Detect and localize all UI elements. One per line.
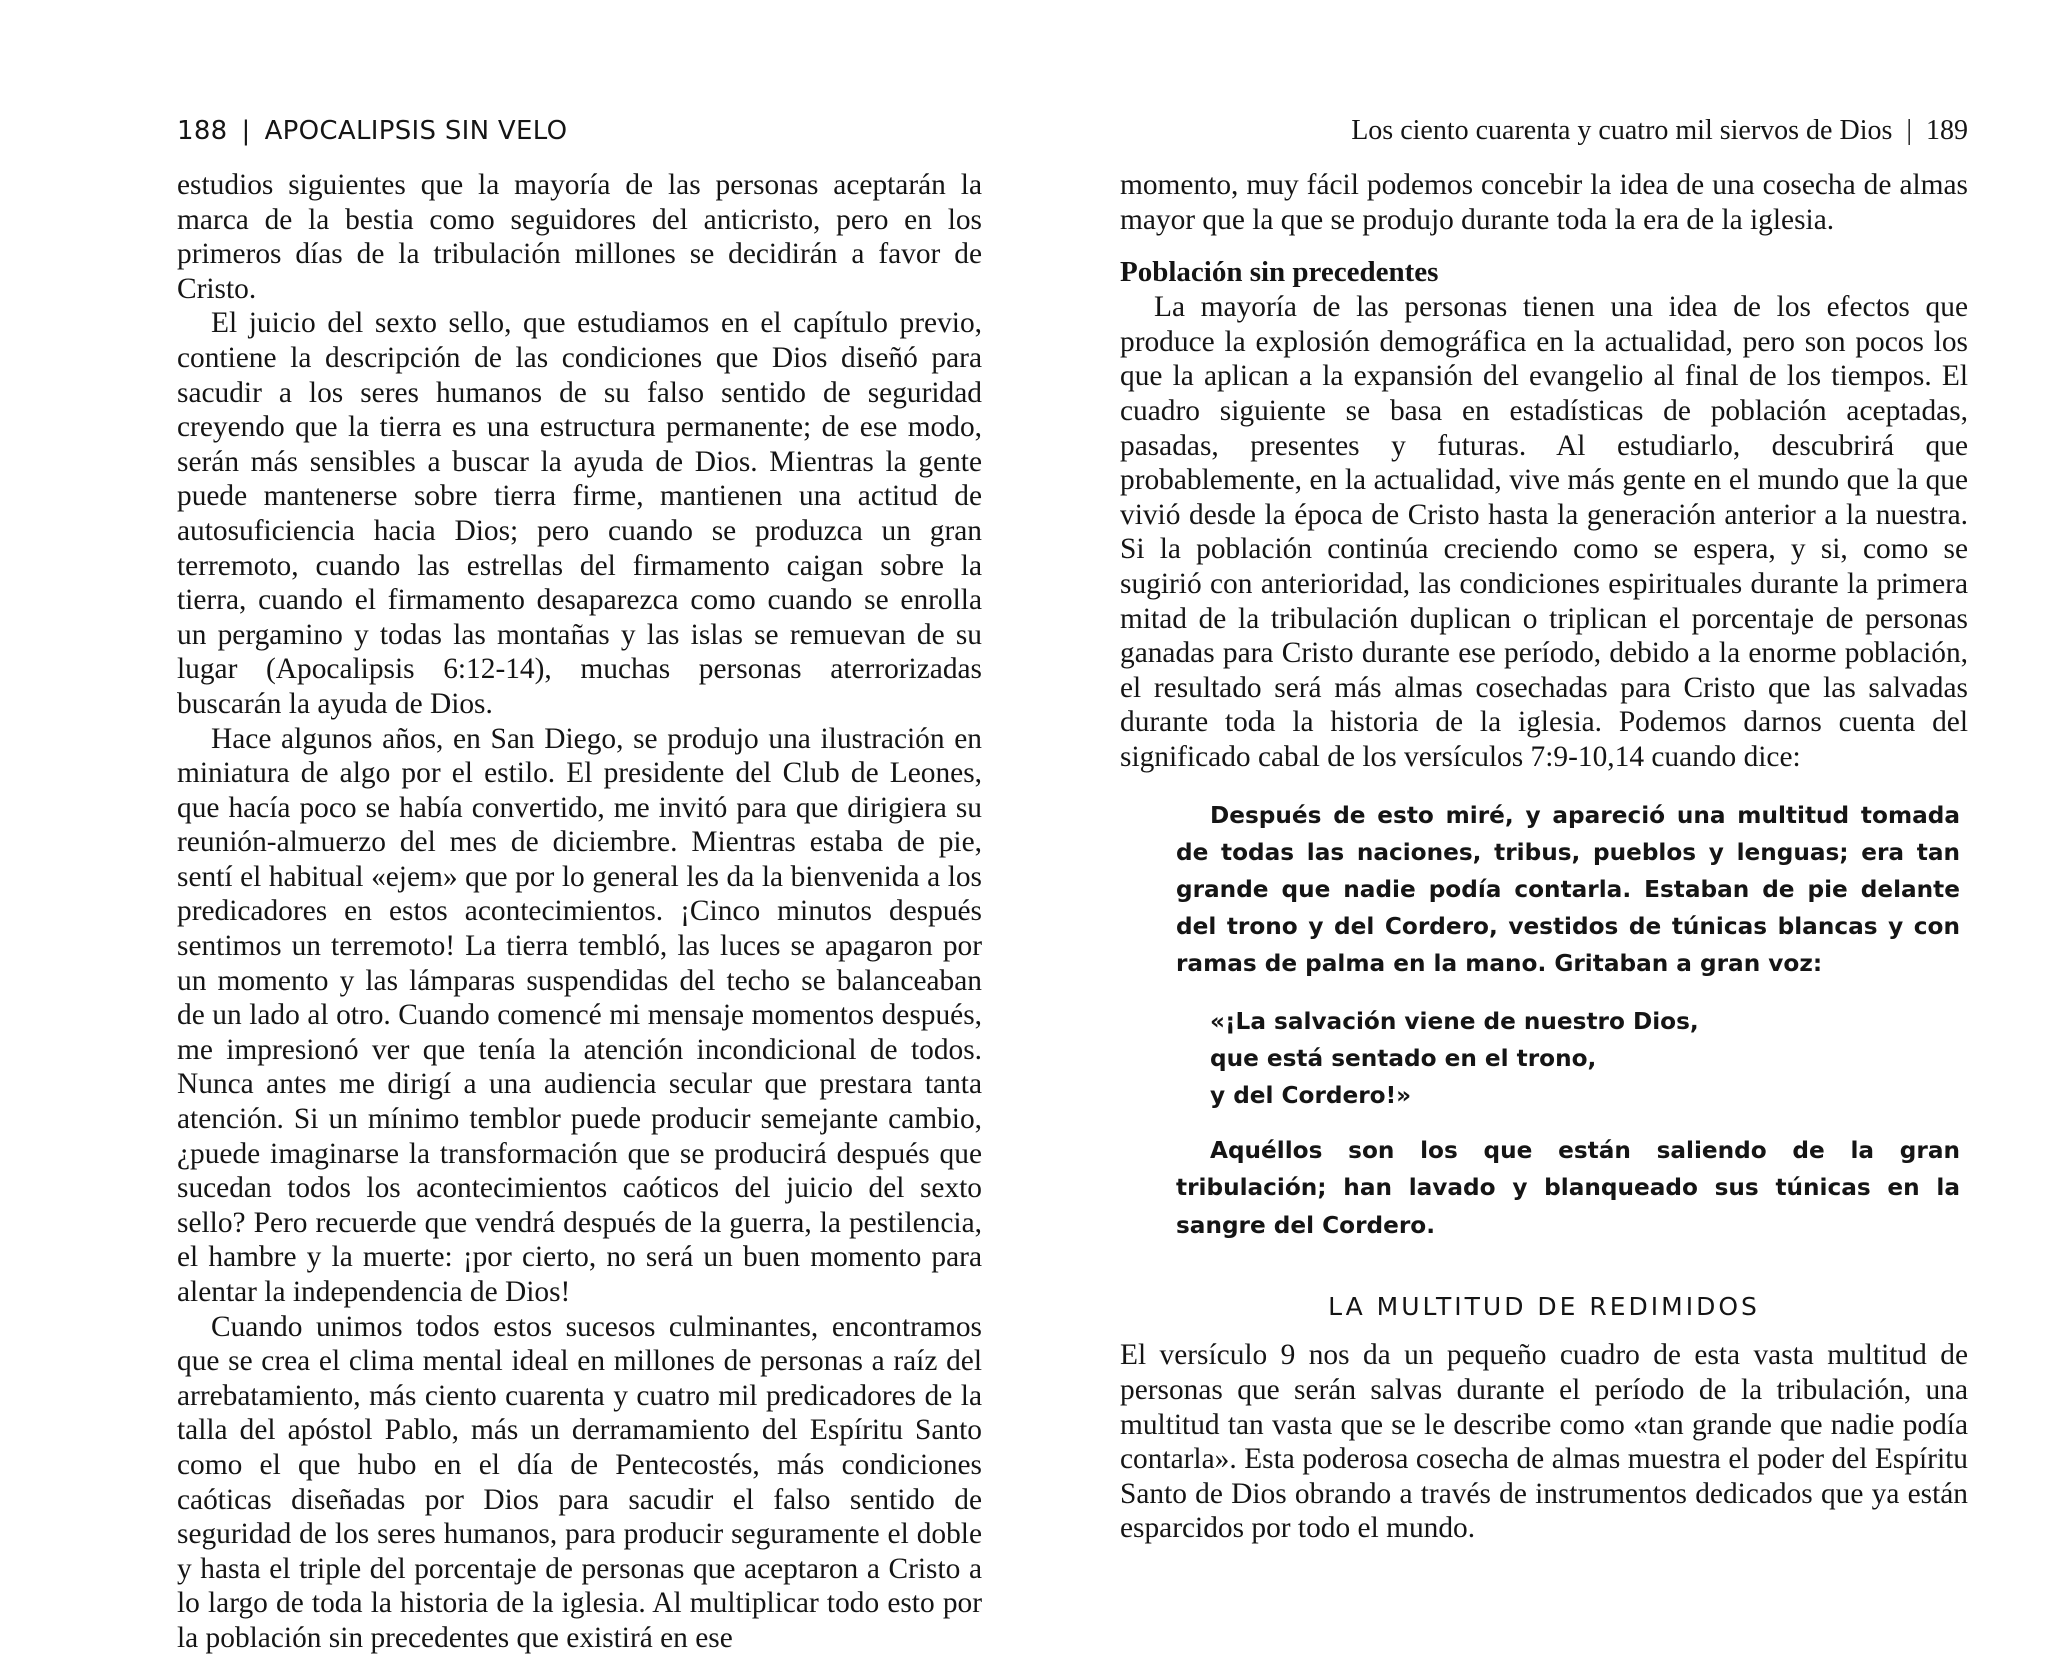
header-separator: |	[241, 116, 251, 146]
quote-poem	[1210, 1003, 1960, 1115]
left-page	[0, 0, 1020, 1673]
poem-line: «¡La salvación viene de nuestro Dios,	[1210, 1007, 1699, 1035]
quote-closing: Aquéllos son los que están saliendo de la gran tribulación; han lavado y blanqueado sus túnicas en la sangre del Cordero.	[1176, 1137, 1960, 1239]
poem-line: que está sentado en el trono,	[1210, 1044, 1597, 1072]
scripture-quote	[1176, 797, 1960, 1244]
right-page	[1020, 0, 2048, 1673]
poem-line: y del Cordero!»	[1210, 1081, 1412, 1109]
paragraph: momento, muy fácil podemos concebir la idea de una cosecha de almas mayor que la que se produjo durante toda la era de la iglesia.	[1120, 169, 1968, 236]
right-page-number: 189	[1926, 115, 1968, 146]
section-heading: LA MULTITUD DE REDIMIDOS	[1328, 1291, 1760, 1321]
header-separator: |	[1906, 115, 1912, 146]
subheading: Población sin precedentes	[1120, 256, 1439, 289]
book-title: APOCALIPSIS SIN VELO	[264, 116, 568, 146]
right-page-header	[1351, 113, 1968, 149]
quote-intro: Después de esto miré, y apareció una multitud tomada de todas las naciones, tribus, pueblos y lenguas; era tan grande que nadie podía contarla. Estaban de pie delante del trono y del Cordero, vestidos de túnicas blancas y con ramas de palma en la mano. Gritaban a gran voz:	[1176, 801, 1960, 978]
left-page-body	[177, 168, 982, 1656]
chapter-title: Los ciento cuarenta y cuatro mil siervos de Dios	[1351, 115, 1893, 146]
paragraph: El juicio del sexto sello, que estudiamos en el capítulo previo, contiene la descripción de las condiciones que Dios diseñó para sacudir a los seres humanos de su falso sentido de seguridad creyendo que la tierra es una estructura permanente; de ese modo, serán más sensibles a buscar la ayuda de Dios. Mientras la gente puede mantenerse sobre tierra firme, mantienen una actitud de autosuficiencia hacia Dios; pero cuando se produzca un gran terremoto, cuando las estrellas del firmamento caigan sobre la tierra, cuando el firmamento desaparezca como cuando se enrolla un pergamino y todas las montañas y las islas se remuevan de su lugar (Apocalipsis 6:12-14), muchas personas aterrorizadas buscarán la ayuda de Dios.	[177, 307, 982, 720]
left-page-number: 188	[177, 116, 228, 146]
paragraph: Cuando unimos todos estos sucesos culminantes, encontramos que se crea el clima mental ideal en millones de personas a raíz del arrebatamiento, más ciento cuarenta y cuatro mil predicadores de la talla del apóstol Pablo, más un derramamiento del Espíritu Santo como el que hubo en el día de Pentecostés, más condiciones caóticas diseñadas por Dios para sacudir el falso sentido de seguridad de los seres humanos, para producir seguramente el doble y hasta el triple del porcentaje de personas que aceptaron a Cristo a lo largo de toda la historia de la iglesia. Al multiplicar todo esto por la población sin precedentes que existirá en ese	[177, 1310, 982, 1654]
right-page-body	[1120, 168, 1968, 1546]
paragraph: estudios siguientes que la mayoría de las personas aceptarán la marca de la bestia como seguidores del anticristo, pero en los primeros días de la tribulación millones se decidirán a favor de Cristo.	[177, 169, 982, 305]
left-page-header	[177, 113, 567, 149]
paragraph: La mayoría de las personas tienen una idea de los efectos que produce la explosión demográfica en la actualidad, pero son pocos los que la aplican a la expansión del evangelio al final de los tiempos. El cuadro siguiente se basa en estadísticas de población aceptadas, pasadas, presentes y futuras. Al estudiarlo, descubrirá que probablemente, en la actualidad, vive más gente en el mundo que la que vivió desde la época de Cristo hasta la generación anterior a la nuestra. Si la población continúa creciendo como se espera, y si, como se sugirió con anterioridad, las condiciones espirituales durante la primera mitad de la tribulación duplican o triplican el porcentaje de personas ganadas para Cristo durante ese período, debido a la enorme población, el resultado será más almas cosechadas para Cristo que las salvadas durante toda la historia de la iglesia. Podemos darnos cuenta del significado cabal de los versículos 7:9-10,14 cuando dice:	[1120, 291, 1968, 773]
paragraph: Hace algunos años, en San Diego, se produjo una ilustración en miniatura de algo por el estilo. El presidente del Club de Leones, que hacía poco se había convertido, me invitó para que dirigiera su reunión-almuerzo del mes de diciembre. Mientras estaba de pie, sentí el habitual «ejem» que por lo general les da la bienvenida a los predicadores en estos acontecimientos. ¡Cinco minutos después sentimos un terremoto! La tierra tembló, las luces se apagaron por un momento y las lámparas suspendidas del techo se balanceaban de un lado al otro. Cuando comencé mi mensaje momentos después, me impresionó ver que tenía la atención incondicional de todos. Nunca antes me dirigí a una audiencia secular que prestara tanta atención. Si un mínimo temblor puede producir semejante cambio, ¿puede imaginarse la transformación que se producirá después que sucedan todos los acontecimientos caóticos del juicio del sexto sello? Pero recuerde que vendrá después de la guerra, la pestilencia, el hambre y la muerte: ¡por cierto, no será un buen momento para alentar la independencia de Dios!	[177, 722, 982, 1308]
paragraph: El versículo 9 nos da un pequeño cuadro de esta vasta multitud de personas que serán salvas durante el período de la tribulación, una multitud tan vasta que se le describe como «tan grande que nadie podía contarla». Esta poderosa cosecha de almas muestra el poder del Espíritu Santo de Dios obrando a través de instrumentos dedicados que ya están esparcidos por todo el mundo.	[1120, 1339, 1968, 1545]
